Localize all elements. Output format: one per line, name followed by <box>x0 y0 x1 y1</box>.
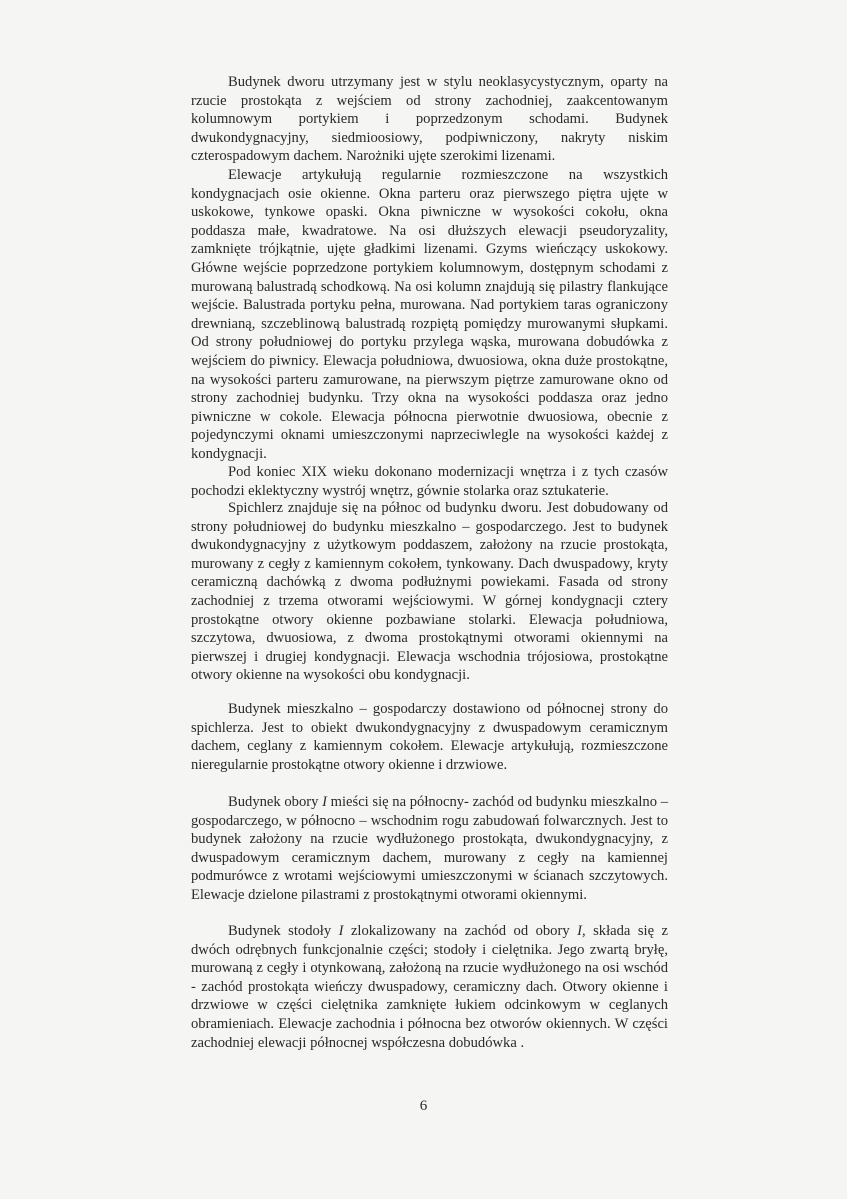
paragraph-dwor-intro: Budynek dworu utrzymany jest w stylu neoklasycystycznym, oparty na rzucie prostokąta z wejściem od strony zachodniej, zaakcentowanym kolumnowym portykiem i poprzedzonym schodami. Budynek dwukondygnacyjny, siedmioosiowy, podpiwniczony, nakryty niskim czterospadowym dachem. Narożniki ujęte szerokimi lizenami. <box>191 74 668 165</box>
stodola-text-start: Budynek stodoły <box>228 923 339 939</box>
page-number: 6 <box>419 1098 428 1114</box>
section-stodola <box>191 922 668 1052</box>
paragraph-dwor-modernizacja: Pod koniec XIX wieku dokonano modernizacji wnętrza i z tych czasów pochodzi eklektyczny wystrój wnętrz, gówniе stolarka oraz sztukaterie. <box>191 464 668 500</box>
section-dwor <box>191 73 668 501</box>
obora-reference-roman-numeral: I <box>577 923 582 939</box>
stodola-text-rest: , składa się z dwóch odrębnych funkcjonalnie części; stodoły i cielętnika. Jego zwartą bryłę, murowaną z cegły i otynkowaną, założoną na rzucie wydłużonego na osi wschód - zachód prostokąta wieńczy dwuspadowy, ceramiczny dach. Otwory okienne i drzwiowe w części cielętnika zamknięte łukiem odcinkowym w ceglanych obramieniach. Elewacje zachodnia i północna bez otworów okiennych. W części zachodniej elewacji północnej współczesna dobudówka . <box>191 923 668 1051</box>
paragraph-dwor-elewacje: Elewacje artykułują regularnie rozmieszczone na wszystkich kondygnacjach osie okienne. Okna parteru oraz pierwszego piętra ujęte w uskokowe, tynkowe opaski. Okna piwniczne w wysokości cokołu, okna poddasza małe, kwadratowe. Na osi dłuższych elewacji pseudoryzality, zamknięte trójkątnie, ujęte gładkimi lizenami. Gzyms wieńczący uskokowy. Główne wejście poprzedzone portykiem kolumnowym, dostępnym schodami z murowaną balustradą schodkową. Na osi kolumn znajdują się pilastry flankujące wejście. Balustrada portyku pełna, murowana. Nad portykiem taras ograniczony drewnianą, szczeblinową balustradą rozpiętą pomiędzy murowanymi słupkami. Od strony południowej do portyku przylega wąska, murowana dobudówka z wejściem do piwnicy. Elewacja południowa, dwuosiowa, okna duże prostokątne, na wysokości parteru zamurowane, na pierwszym piętrze zamurowane okno od strony zachodniej budynku. Trzy okna na wysokości poddasza oraz jedno piwniczne w cokole. Elewacja północna pierwotnie dwuosiowa, obecnie z pojedynczymi oknami umieszczonymi naprzeciwlegle na wysokości każdej z kondygnacji. <box>191 166 668 462</box>
section-obora <box>191 793 668 905</box>
obora-text-start: Budynek obory <box>228 794 323 810</box>
section-budynek-mieszkalny <box>191 700 668 774</box>
paragraph-budynek-mieszkalny: Budynek mieszkalno – gospodarczy dostawiono od północnej strony do spichlerza. Jest to obiekt dwukondygnacyjny z dwuspadowym ceramicznym dachem, ceglany z kamiennym cokołem. Elewacje artykułują, rozmieszczone nieregularnie prostokątne otwory okienne i drzwiowe. <box>191 701 668 773</box>
stodola-roman-numeral: I <box>338 923 344 939</box>
paragraph-obora <box>191 793 668 905</box>
stodola-text-mid: zlokalizowany na zachód od obory <box>343 923 578 939</box>
section-spichlerz <box>191 499 668 685</box>
obora-text-rest: mieści się na północny- zachód od budynku mieszkalno – gospodarczego, w północno – wschodnim rogu zabudowań folwarcznych. Jest to budynek założony na rzucie wydłużonego prostokąta, dwukondygnacyjny, z dwuspadowym ceramicznym dachem, murowany z cegły na kamiennej podmurówce z wrotami wejściowymi umieszczonymi w ścianach szczytowych. Elewacje dzielone pilastrami z prostokątnymi otworami okiennymi. <box>191 794 668 903</box>
paragraph-stodola <box>191 922 668 1052</box>
obora-roman-numeral: I <box>322 794 327 810</box>
paragraph-spichlerz: Spichlerz znajduje się na północ od budynku dworu. Jest dobudowany od strony południowej do budynku mieszkalno – gospodarczego. Jest to budynek dwukondygnacyjny z użytkowym poddaszem, założony na rzucie prostokąta, murowany z cegły z kamiennym cokołem, tynkowany. Dach dwuspadowy, kryty ceramiczną dachówką z dwoma podłużnymi powiekami. Fasada od strony zachodniej z trzema otworami wejściowymi. W górnej kondygnacji cztery prostokątne otwory okienne pozbawiane stolarki. Elewacja południowa, szczytowa, dwuosiowa, z dwoma prostokątnymi otworami okiennymi na pierwszej i drugiej kondygnacji. Elewacja wschodnia trójosiowa, prostokątne otwory okienne na wysokości obu kondygnacji. <box>191 500 668 684</box>
